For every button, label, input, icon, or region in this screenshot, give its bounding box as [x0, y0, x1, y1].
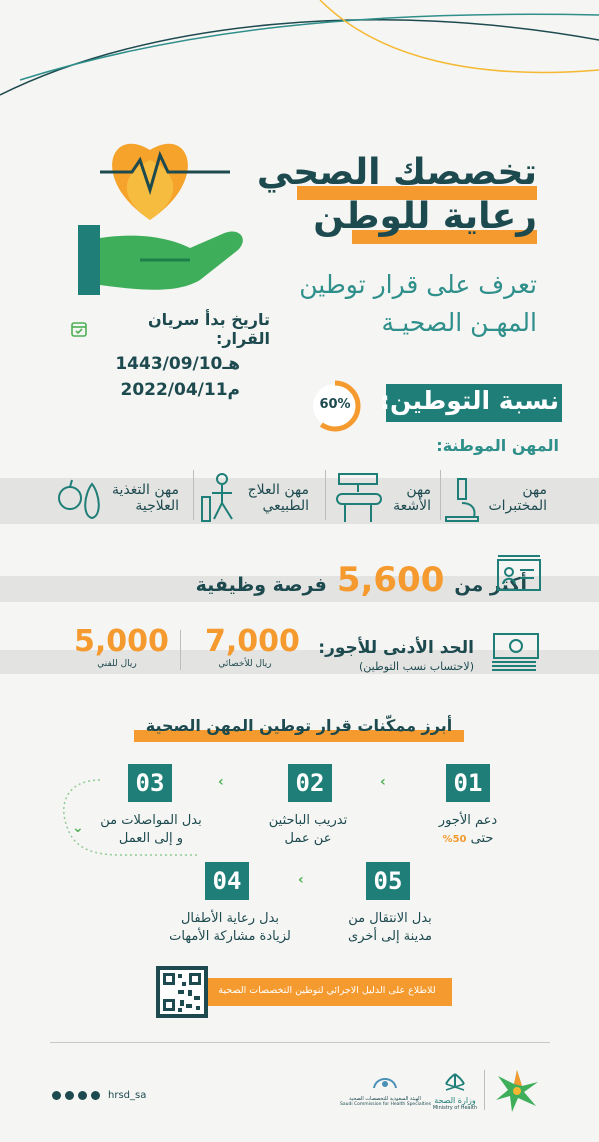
profession-divider: [193, 470, 194, 520]
moh-name-ar: وزارة الصحة: [434, 1096, 476, 1105]
profession-nutrition-line1: مهن التغذية: [112, 482, 179, 498]
chevron-down-icon: ⌄: [72, 820, 84, 836]
step-02-text: [248, 812, 368, 848]
heart-hand-illustration: [70, 120, 260, 300]
footer-divider: [50, 1042, 550, 1043]
step-04-text: [160, 910, 300, 946]
step-04-line2: لزيادة مشاركة الأمهات: [169, 929, 291, 944]
wage-technician-caption: ريال للفني: [97, 659, 137, 669]
profession-physio-line2: الطبيعي: [262, 498, 309, 514]
profession-nutrition-line2: العلاجية: [135, 498, 179, 514]
profession-item-nutrition: [56, 470, 179, 526]
step-02-line1: تدريب الباحثين: [268, 813, 348, 828]
step-05-number: 05: [366, 862, 410, 900]
jobs-prefix: أكثر من: [454, 574, 527, 596]
profession-physio-line1: مهن العلاج: [247, 482, 309, 498]
jobs-suffix: فرصة وظيفية: [195, 574, 327, 596]
money-stack-icon: [490, 628, 546, 674]
social-links: [52, 1090, 146, 1101]
profession-item-physio: [198, 470, 309, 526]
step-05-line2: مدينة إلى أخرى: [348, 929, 432, 944]
qr-code-icon[interactable]: [156, 966, 208, 1018]
background-curves: [0, 0, 599, 120]
step-03-number: 03: [128, 764, 172, 802]
step-03-line2: و إلى العمل: [118, 831, 184, 846]
step-03-text: [86, 812, 216, 848]
wage-technician-value: 5,000: [74, 624, 169, 659]
wage-specialist-caption: ريال للأخصائي: [218, 659, 272, 669]
scfhs-emblem-icon: [370, 1072, 400, 1092]
twitter-icon[interactable]: [78, 1091, 87, 1100]
wages-label: الحد الأدنى للأجور:: [318, 638, 474, 658]
decision-date-hijri: 1443/09/10هـ: [115, 354, 240, 374]
jobs-number: 5,600: [336, 560, 445, 600]
id-card-icon: [496, 552, 542, 592]
wage-divider: [180, 630, 181, 670]
xray-machine-icon: [331, 470, 387, 526]
profession-item-radiology: [331, 470, 431, 526]
scfhs-name-en: Saudi Commission for Health Specialties: [340, 1102, 432, 1107]
step-01-highlight: 50%: [442, 834, 467, 845]
scfhs-logo: [340, 1072, 430, 1107]
hrsd-logo-icon: [492, 1066, 542, 1116]
step-03-line1: بدل المواصلات من: [100, 813, 202, 828]
microscope-icon: [438, 473, 482, 523]
decision-date-gregorian: 2022/04/11م: [120, 380, 240, 400]
profession-divider: [440, 470, 441, 520]
wage-technician: [74, 624, 169, 669]
wage-specialist-value: 7,000: [205, 624, 300, 659]
chevron-left-icon: ‹: [298, 872, 304, 888]
saudization-label: نسبة التوطين:: [380, 386, 559, 415]
scfhs-name-ar: الهيئة السعودية للتخصصات الصحية: [349, 1096, 421, 1102]
guide-text[interactable]: للاطلاع على الدليل الاجرائي لتوطين التخصصات الصحية: [218, 985, 436, 996]
wages-label-block: [318, 638, 474, 673]
profession-labs-line2: المختبرات: [488, 498, 547, 514]
physiotherapy-icon: [198, 471, 242, 525]
profession-item-labs: [438, 470, 547, 526]
profession-radiology-line2: الأشعة: [393, 498, 431, 514]
subtitle-line1: تعرف على قرار توطين: [299, 270, 537, 299]
chevron-left-icon: ‹: [380, 774, 386, 790]
instagram-icon[interactable]: [65, 1091, 74, 1100]
youtube-icon[interactable]: [91, 1091, 100, 1100]
decision-date-block: [70, 310, 270, 400]
social-handle[interactable]: hrsd_sa: [108, 1090, 147, 1101]
professions-heading: المهن الموطنة:: [436, 436, 559, 455]
palm-swords-icon: [442, 1072, 468, 1092]
fruits-icon: [56, 472, 106, 524]
profession-labs-line1: مهن: [522, 482, 547, 498]
step-01-line2-text: حتى: [470, 831, 494, 846]
step-01-text: [418, 812, 518, 849]
page-title-line1: تخصصك الصحي: [256, 152, 537, 193]
subtitle-line2: المهـن الصحيـة: [381, 308, 537, 337]
wage-specialist: [205, 624, 300, 669]
step-01-number: 01: [446, 764, 490, 802]
decision-date-label: تاريخ بدأ سريان القرار:: [148, 310, 270, 348]
step-04-line1: بدل رعاية الأطفال: [180, 911, 280, 926]
calendar-icon: [70, 320, 88, 338]
enablers-heading: أبرز ممكّنات قرار توطين المهن الصحية: [145, 716, 453, 735]
jobs-line: [107, 560, 527, 600]
step-02-line2: عن عمل: [284, 831, 332, 846]
step-05-text: [330, 910, 450, 946]
page-title-line2: رعاية للوطن: [313, 196, 537, 237]
profession-radiology-line1: مهن: [406, 482, 431, 498]
wages-note: (لاحتساب نسب التوطين): [358, 660, 474, 673]
saudization-percent: 60%: [319, 397, 351, 412]
facebook-icon[interactable]: [52, 1091, 61, 1100]
step-02-number: 02: [288, 764, 332, 802]
step-05-line1: بدل الانتقال من: [348, 911, 432, 926]
chevron-left-icon: ‹: [218, 774, 224, 790]
moh-logo: [430, 1072, 480, 1111]
moh-name-en: Ministry of Health: [432, 1105, 478, 1111]
step-01-line2: [418, 830, 518, 849]
footer-logo-divider: [484, 1070, 485, 1110]
step-01-line1: دعم الأجور: [438, 813, 498, 828]
step-04-number: 04: [205, 862, 249, 900]
profession-divider: [325, 470, 326, 520]
